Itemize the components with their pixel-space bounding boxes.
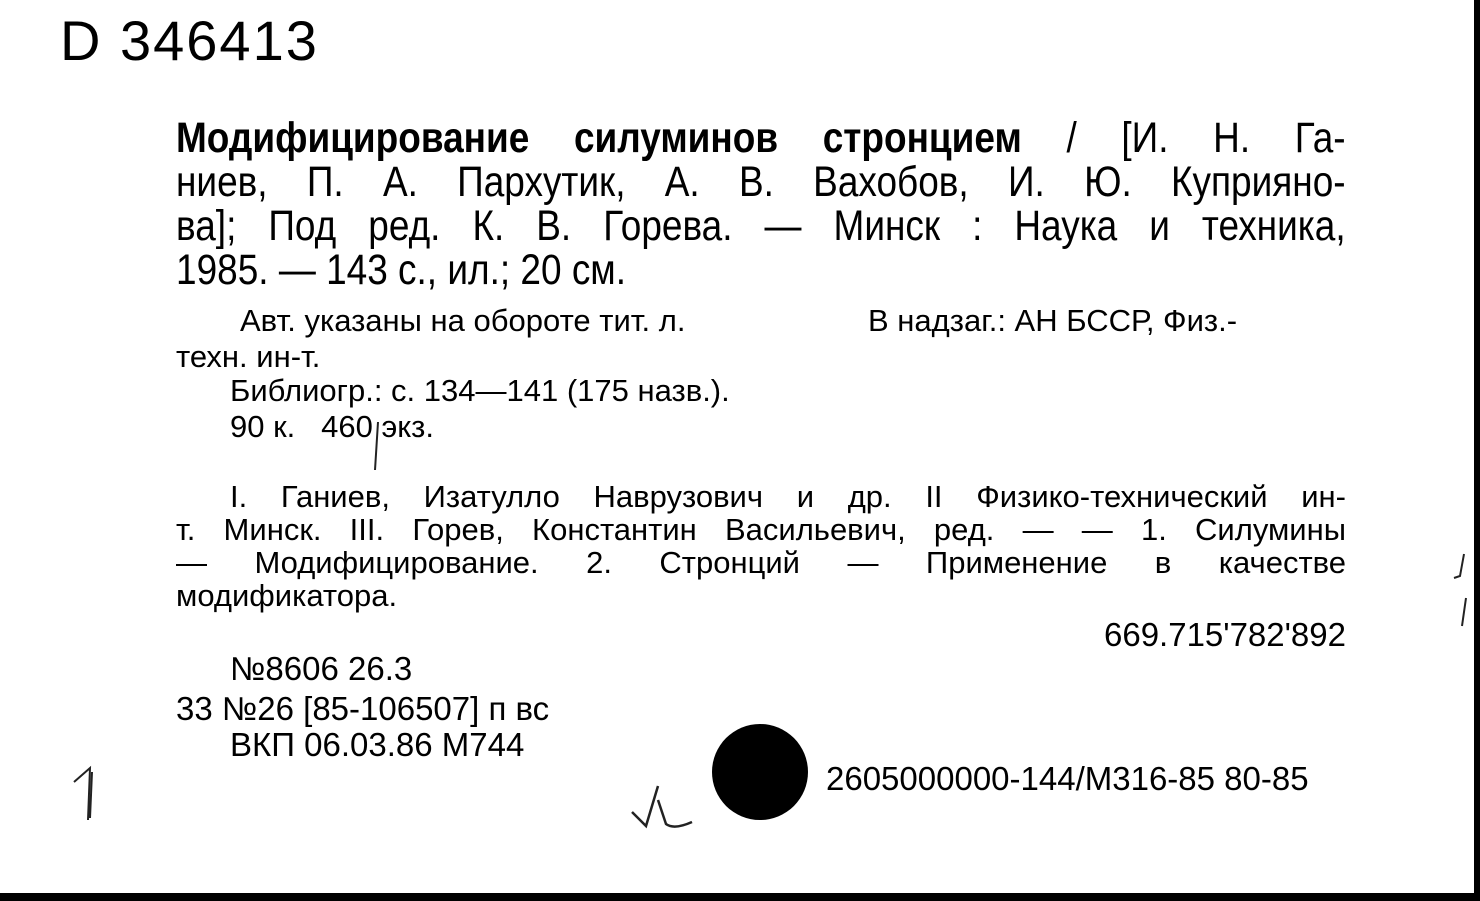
header-note: В надзаг.: АН БССР, Физ.- <box>868 303 1238 338</box>
tracing-line-1: I. Ганиев, Изатулло Наврузович и др. II Физико-технический ин- <box>230 479 1346 514</box>
udc-index: 669.715'782'892 <box>1103 616 1346 653</box>
handwritten-one-icon <box>66 764 106 824</box>
black-dot <box>712 724 808 820</box>
stamp-line-2: 33 №26 [85-106507] п вс <box>176 690 550 727</box>
price-run: 90 к. 460 экз. <box>230 409 434 444</box>
title-line-3: ва]; Под ред. К. В. Горева. — Минск : Наука и техника, <box>176 202 1346 250</box>
bibliographic-description <box>176 116 1346 292</box>
tracing-line-3: — Модифицирование. 2. Стронций — Применение в качестве <box>176 545 1346 580</box>
title-line-2: ниев, П. А. Пархутик, А. В. Вахобов, И. Ю. Куприяно- <box>176 158 1346 206</box>
authors-note: Авт. указаны на обороте тит. л. <box>240 303 686 338</box>
pen-stroke-icon <box>372 420 382 474</box>
bibliography-note: Библиогр.: с. 134—141 (175 назв.). <box>230 373 730 408</box>
stamp-line-1: №8606 26.3 <box>230 650 413 687</box>
publisher-code: 2605000000-144/М316-85 80-85 <box>826 760 1309 797</box>
tracing-line-2: т. Минск. III. Горев, Константин Васильевич, ред. — — 1. Силумины <box>176 512 1346 547</box>
title-line-4: 1985. — 143 с., ил.; 20 см. <box>176 246 627 294</box>
header-note-cont: техн. ин-т. <box>176 339 321 374</box>
title-line-1-rest: / [И. Н. Га- <box>1021 114 1346 162</box>
call-number: D 346413 <box>60 9 319 72</box>
handwritten-checkmark-icon <box>628 780 698 834</box>
tracing-line-4: модификатора. <box>176 578 398 613</box>
tracings <box>176 480 1346 612</box>
title-line-1 <box>176 116 1346 160</box>
margin-mark-icon <box>1452 550 1472 630</box>
stamp-line-3: ВКП 06.03.86 М744 <box>230 726 525 763</box>
book-title: Модифицирование силуминов стронцием <box>176 114 1022 162</box>
